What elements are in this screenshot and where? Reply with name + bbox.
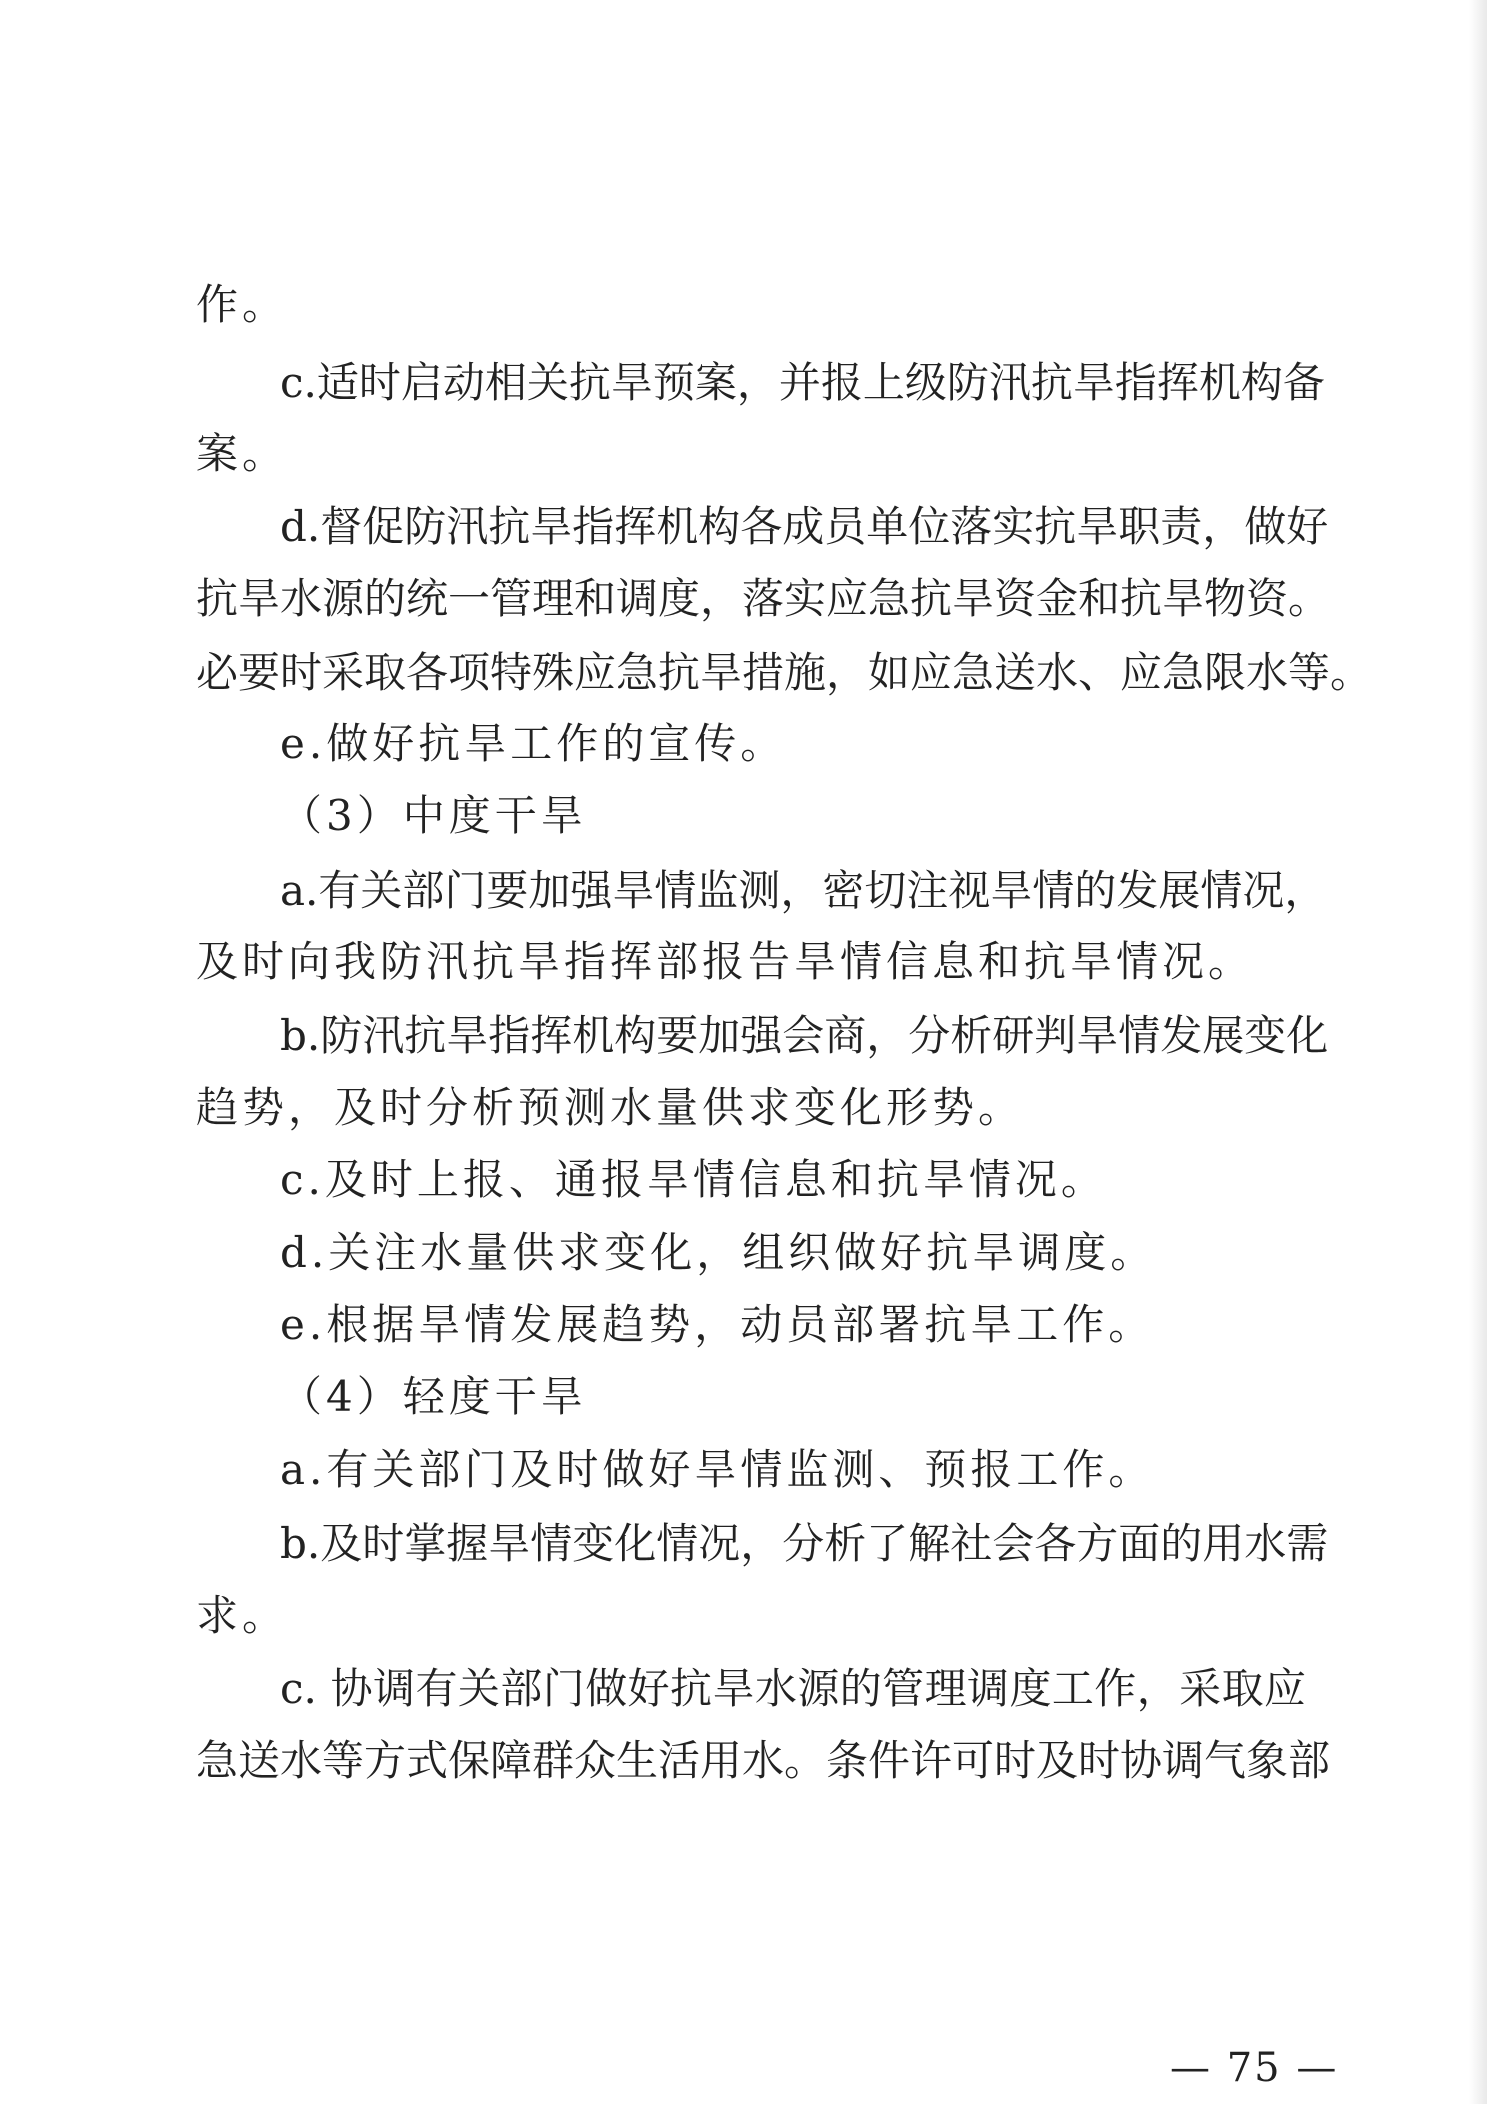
text-line: b.防汛抗旱指挥机构要加强会商，分析研判旱情发展变化: [280, 1011, 1329, 1060]
section-heading: （4）轻度干旱: [280, 1372, 587, 1421]
text-line: c. 协调有关部门做好抗旱水源的管理调度工作，采取应: [280, 1664, 1306, 1713]
text-line: 及时向我防汛抗旱指挥部报告旱情信息和抗旱情况。: [196, 937, 1255, 986]
text-line: a.有关部门及时做好旱情监测、预报工作。: [280, 1445, 1155, 1494]
section-heading: （3）中度干旱: [280, 791, 587, 840]
text-line: 作。: [196, 280, 289, 329]
text-line: c.及时上报、通报旱情信息和抗旱情况。: [280, 1155, 1107, 1204]
text-line: d.督促防汛抗旱指挥机构各成员单位落实抗旱职责，做好: [280, 502, 1329, 551]
text-line: 必要时采取各项特殊应急抗旱措施，如应急送水、应急限水等。: [196, 648, 1373, 697]
text-line: c.适时启动相关抗旱预案，并报上级防汛抗旱指挥机构备: [280, 358, 1325, 407]
text-line: 抗旱水源的统一管理和调度，落实应急抗旱资金和抗旱物资。: [196, 574, 1331, 623]
text-line: 求。: [196, 1591, 289, 1640]
text-line: e.做好抗旱工作的宣传。: [280, 719, 787, 768]
text-line: b.及时掌握旱情变化情况，分析了解社会各方面的用水需: [280, 1519, 1329, 1568]
text-line: 趋势，及时分析预测水量供求变化形势。: [196, 1083, 1025, 1132]
text-line: d.关注水量供求变化，组织做好抗旱调度。: [280, 1228, 1157, 1277]
text-line: 急送水等方式保障群众生活用水。条件许可时及时协调气象部: [196, 1736, 1331, 1785]
text-line: e.根据旱情发展趋势，动员部署抗旱工作。: [280, 1300, 1155, 1349]
text-line: 案。: [196, 429, 289, 478]
scan-edge-shadow: [1469, 0, 1487, 2104]
text-line: a.有关部门要加强旱情监测，密切注视旱情的发展情况，: [280, 866, 1327, 915]
page-number: — 75 —: [1170, 2045, 1339, 2091]
